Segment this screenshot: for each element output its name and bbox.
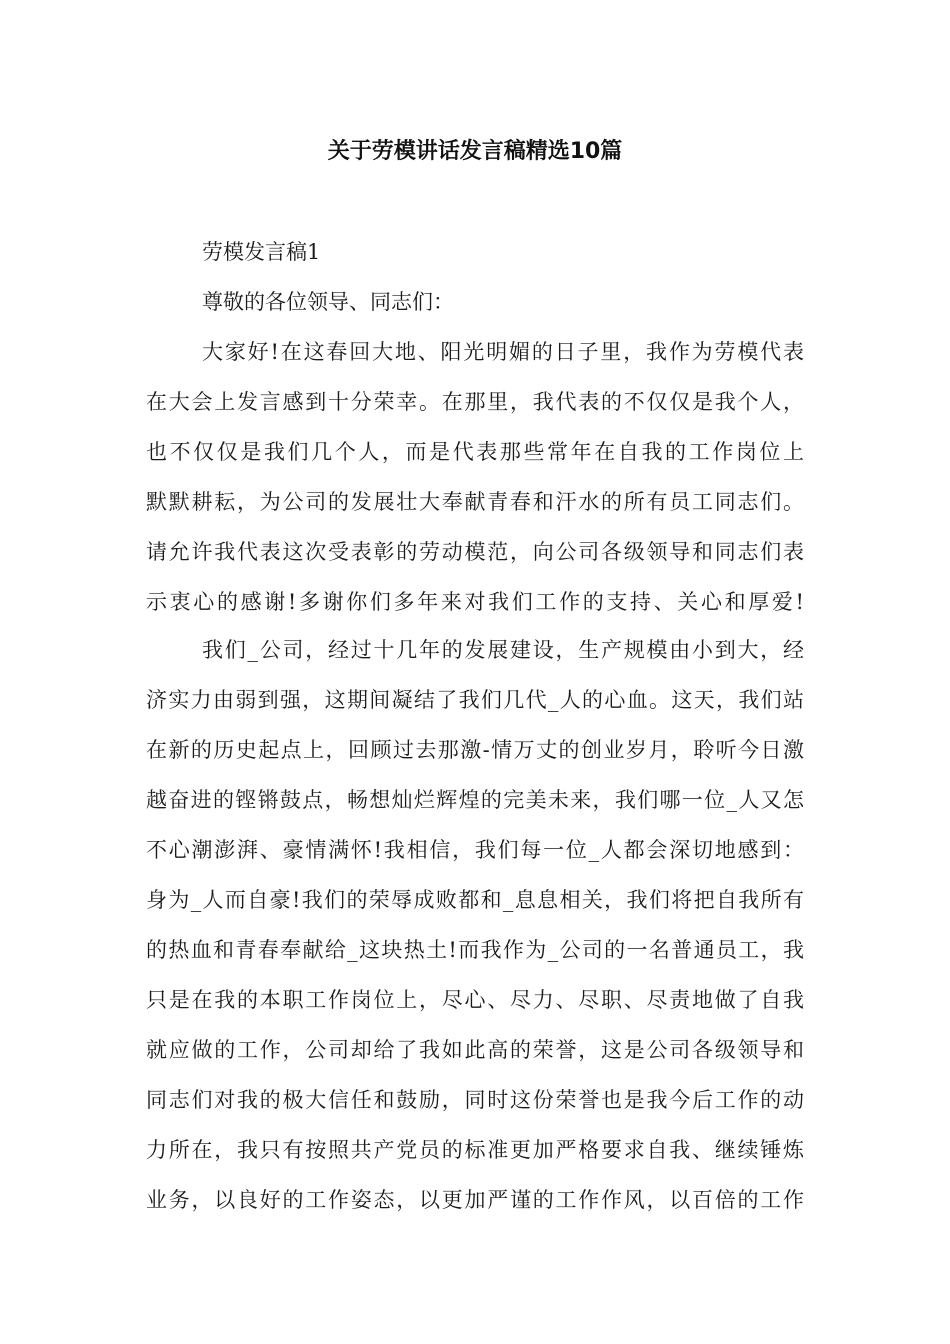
salutation: 尊敬的各位领导、同志们： bbox=[202, 290, 454, 314]
paragraph-line: 济实力由弱到强，这期间凝结了我们几代_人的心血。这天，我们站 bbox=[146, 688, 804, 712]
paragraph-line: 在新的历史起点上，回顾过去那激-情万丈的创业岁月，聆听今日激 bbox=[146, 738, 804, 762]
section-heading: 劳模发言稿1 bbox=[202, 240, 321, 264]
document-title: 关于劳模讲话发言稿精选10篇 bbox=[327, 139, 623, 164]
paragraph-line: 大家好!在这春回大地、阳光明媚的日子里，我作为劳模代表 bbox=[202, 340, 804, 364]
paragraph-line: 的热血和青春奉献给_这块热土!而我作为_公司的一名普通员工，我 bbox=[146, 938, 804, 962]
paragraph-line: 只是在我的本职工作岗位上，尽心、尽力、尽职、尽责地做了自我 bbox=[146, 988, 804, 1012]
paragraph-line: 也不仅仅是我们几个人，而是代表那些常年在自我的工作岗位上 bbox=[146, 440, 804, 464]
paragraph-line: 请允许我代表这次受表彰的劳动模范，向公司各级领导和同志们表 bbox=[146, 540, 804, 564]
paragraph-line: 我们_公司，经过十几年的发展建设，生产规模由小到大，经 bbox=[202, 638, 804, 662]
paragraph-line: 同志们对我的极大信任和鼓励，同时这份荣誉也是我今后工作的动 bbox=[146, 1088, 804, 1112]
paragraph-line: 示衷心的感谢!多谢你们多年来对我们工作的支持、关心和厚爱! bbox=[146, 590, 804, 614]
paragraph-line: 默默耕耘，为公司的发展壮大奉献青春和汗水的所有员工同志们。 bbox=[146, 490, 804, 514]
paragraph-line: 不心潮澎湃、豪情满怀!我相信，我们每一位_人都会深切地感到： bbox=[146, 838, 804, 862]
paragraph-line: 越奋进的铿锵鼓点，畅想灿烂辉煌的完美未来，我们哪一位_人又怎 bbox=[146, 788, 804, 812]
paragraph-line: 就应做的工作，公司却给了我如此高的荣誉，这是公司各级领导和 bbox=[146, 1038, 804, 1062]
paragraph-line: 在大会上发言感到十分荣幸。在那里，我代表的不仅仅是我个人， bbox=[146, 390, 804, 414]
paragraph-line: 业务，以良好的工作姿态，以更加严谨的工作作风，以百倍的工作 bbox=[146, 1188, 804, 1212]
paragraph-line: 力所在，我只有按照共产党员的标准更加严格要求自我、继续锤炼 bbox=[146, 1138, 804, 1162]
paragraph-line: 身为_人而自豪!我们的荣辱成败都和_息息相关，我们将把自我所有 bbox=[146, 888, 804, 912]
